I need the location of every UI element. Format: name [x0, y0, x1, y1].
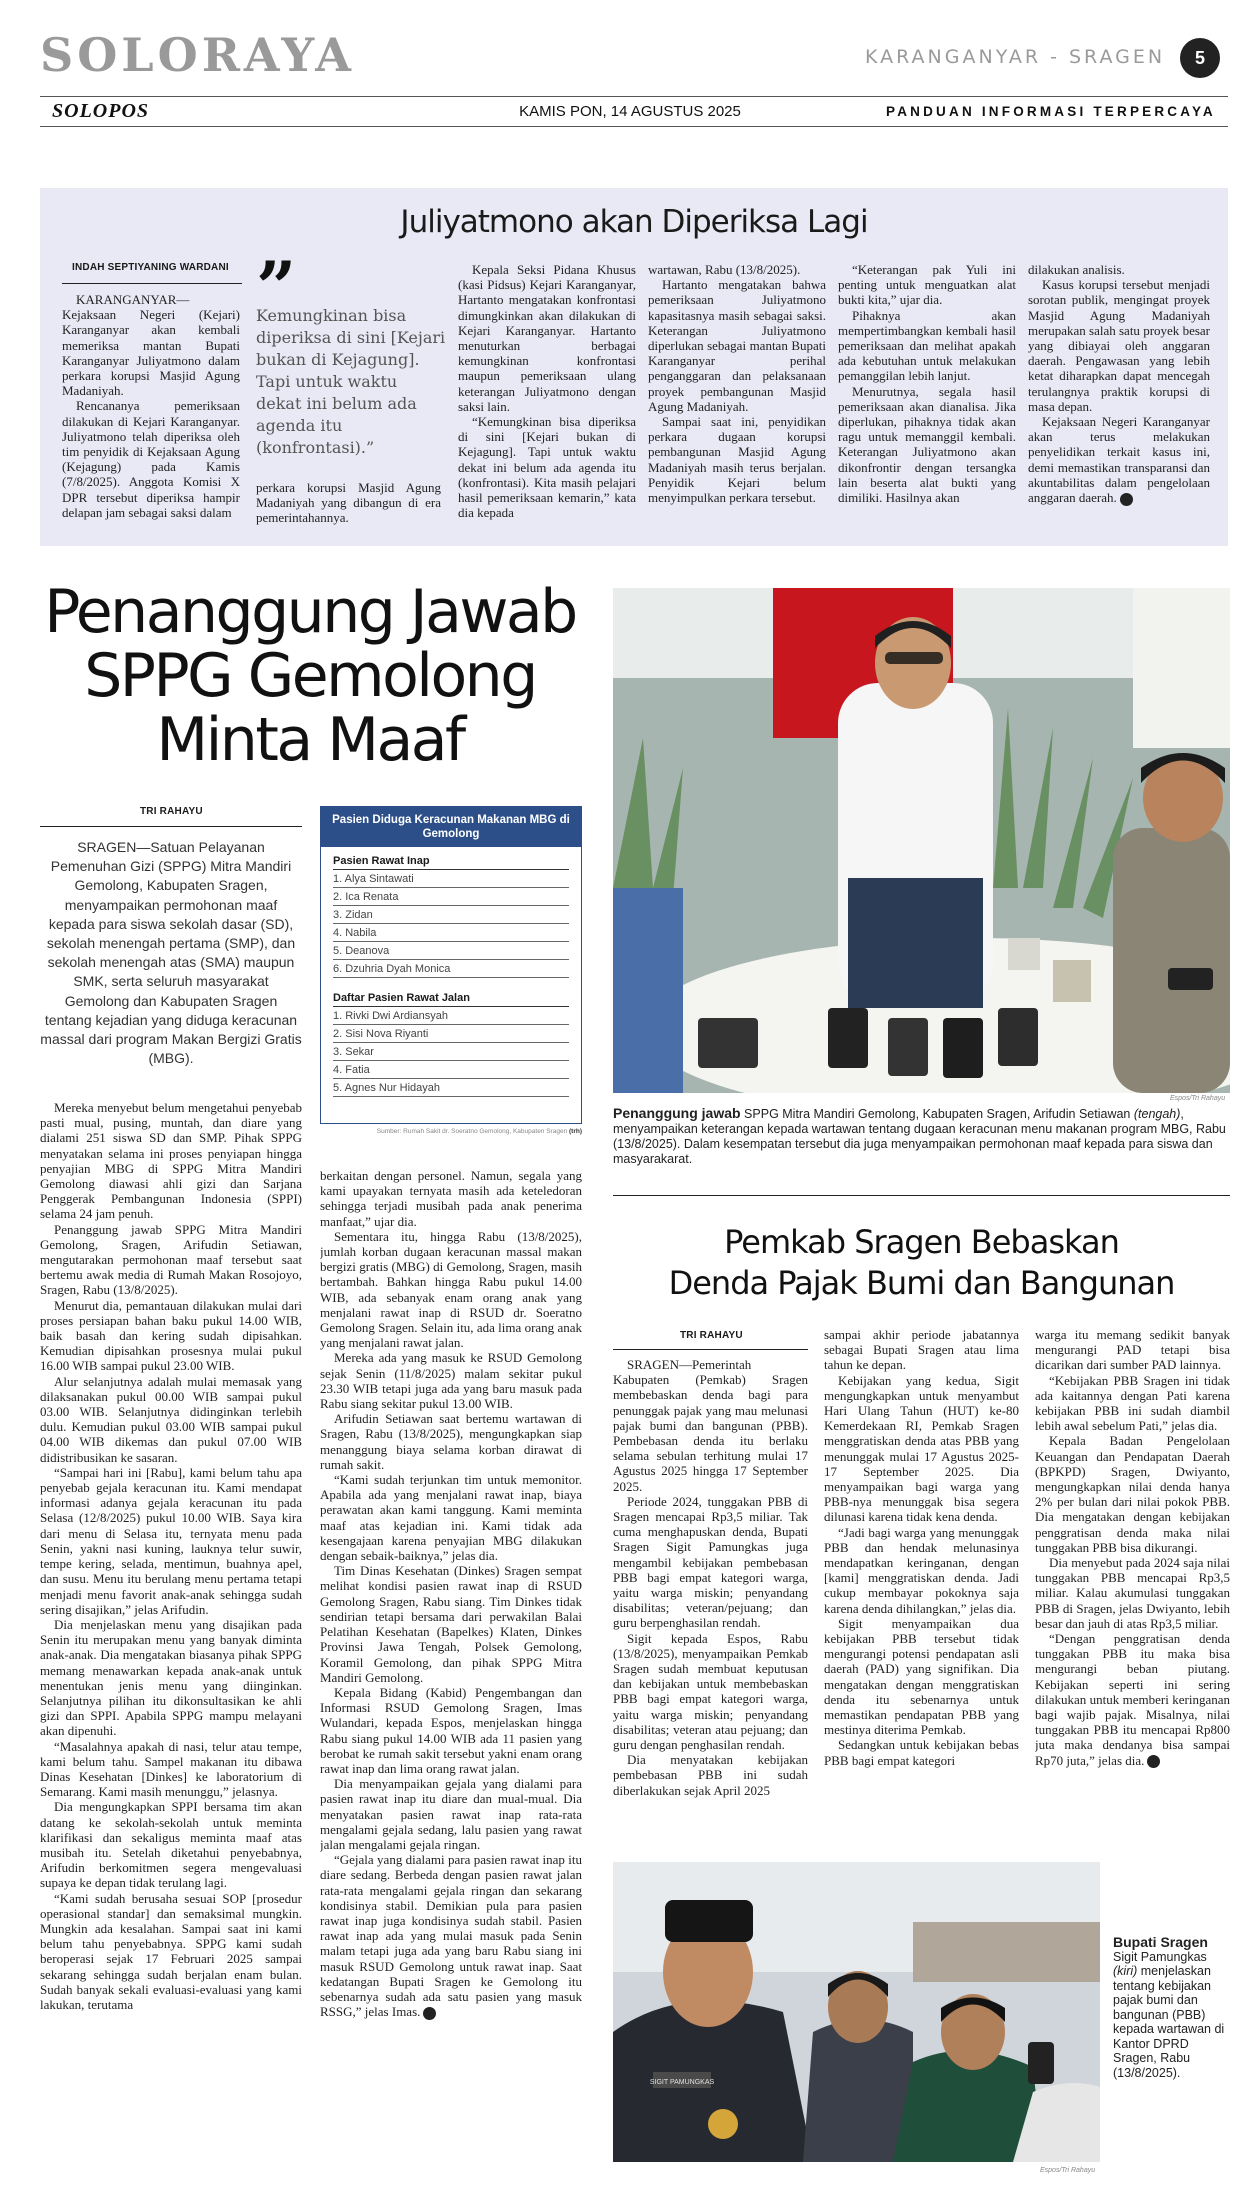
headline-line: Pemkab Sragen Bebaskan — [724, 1223, 1119, 1261]
inpatient-row: 1. Alya Sintawati — [333, 870, 569, 888]
box-article-title: Juliyatmono akan Diperiksa Lagi — [400, 204, 868, 240]
paragraph: “Sampai hari ini [Rabu], kami belum tahu apa penyebab gejala keracunan itu. Kami mendapat informasi adanya gejala keracunan itu pada Selasa (12/8/2025) pukul 10.00 WIB. Saya kira dari menu di Selasa itu, ternyata menu pada Senin, yakni nasi kuning, lauknya telur suwir, tempe kering, selada, mentimun, buahnya apel, dan susu. Menu itu berulang menu pertama tetapi menjadi menu favorit anak-anak sehingga sudah sering disajikan,” jelas Arifudin. — [40, 1464, 302, 1617]
box-column-2-end — [256, 480, 441, 530]
outpatient-row: 2. Sisi Nova Riyanti — [333, 1025, 569, 1043]
caption-text: SPPG Mitra Mandiri Gemolong, Kabupaten Sragen, Arifudin Setiawan — [740, 1107, 1134, 1121]
table-source — [320, 1128, 582, 1135]
paragraph: Kebijakan yang kedua, Sigit mengungkapkan untuk menyambut Hari Ulang Tahun (HUT) ke-80 Kemerdekaan RI, Pemkab Sragen menggratiskan denda atas PBB yang menunggak mulai 17 Agustus 2025-17 September 2025. Dia menyampaikan bagi warga yang PBB-nya menunggak bisa segera dilunasi karena tidak kena denda. — [824, 1372, 1019, 1525]
paragraph-text: Kejaksaan Negeri Karanganyar akan terus melakukan penyelidikan terkait kasus ini, demi memastikan transparansi dan akuntabilitas dalam pengelolaan anggaran daerah. — [1028, 414, 1210, 506]
paragraph: “Kami sudah terjunkan tim untuk memonitor. Apabila ada yang menjalani rawat inap, biaya perawatan akan kami tanggung. Kami meminta maaf atas kejadian ini. Kami tidak ada kesengajaan karena penyajian MBG dilakukan dengan sebaik-baiknya,” jelas dia. — [320, 1472, 582, 1564]
paragraph: Periode 2024, tunggakan PBB di Sragen mencapai Rp3,5 miliar. Tak cuma menghapuskan denda, Bupati Sragen Sigit Pamungkas juga mengambil kebijakan pembebasan PBB bagi empat kategori warga, yaitu warga miskin; penyandang disabilitas; veteran/pejuang; dan guru berpenghasilan rendah. — [613, 1493, 808, 1631]
paragraph: Kepala Badan Pengelolaan Keuangan dan Pendapatan Daerah (BPKPD) Sragen, Dwiyanto, mengungkapkan nilai denda hanya 2% per bulan dari nilai pokok PBB. Dia mengatakan dengan kebijakan penggratisan denda maka nilai tunggakan PBB bisa dikurangi. — [1035, 1433, 1230, 1555]
outpatient-header: Daftar Pasien Rawat Jalan — [333, 992, 569, 1007]
box-column-6 — [1028, 262, 1210, 532]
caption-text: , menyampaikan keterangan kepada wartawan tentang dugaan keracunan menu makanan program MBG, Rabu (13/8/2025). Dalam kesempatan tersebut dia juga menyampaikan permohonan maaf kepada para siswa dan masyarakarat. — [613, 1107, 1226, 1166]
pbb-column-3 — [1035, 1327, 1230, 1841]
box-column-3 — [458, 262, 636, 530]
paragraph: Kepala Bidang (Kabid) Pengembangan dan Informasi RSUD Gemolong Sragen, Imas Wulandari, kepada Espos, menjelaskan hingga Rabu siang pukul 14.00 WIB ada 11 pasien yang berobat ke rumah sakit tersebut yakni enam orang rawat inap dan lima orang rawat jalan. — [320, 1684, 582, 1776]
photo2-caption — [1113, 1935, 1230, 2080]
header-rule-bottom — [40, 126, 1228, 127]
caption-italic: (tengah) — [1133, 1107, 1181, 1121]
photo-illustration — [613, 588, 1230, 1093]
headline-line: Penanggung Jawab — [44, 577, 576, 647]
caption-text: Sigit Pamungkas — [1113, 1949, 1207, 1964]
inpatient-header: Pasien Rawat Inap — [333, 855, 569, 870]
main-column-1 — [40, 1100, 302, 2182]
uniform-name-tag: SIGIT PAMUNGKAS — [649, 2079, 715, 2086]
paragraph: Dia menyebut pada 2024 saja nilai tunggakan PBB mencapai Rp3,5 miliar. Kalau akumulasi tunggakan PBB di Sragen, jelas Dwiyanto, lebih besar dan jauh di atas Rp3,5 miliar. — [1035, 1555, 1230, 1631]
paragraph: Dia menjelaskan menu yang disajikan pada Senin itu merupakan menu yang banyak diminta anak-anak. Dia mengatakan biasanya pihak SPPG memang menawarkan kepada anak-anak untuk menentukan jenis menu yang diinginkan. Selanjutnya pilihan itu dikonsultasikan ke ahli gizi dan SPPI. Apabila SPPG mampu melayani akan dipenuhi. — [40, 1616, 302, 1739]
paragraph: Penanggung jawab SPPG Mitra Mandiri Gemolong, Sragen, Arifudin Setiawan, mengutarakan permohonan maaf tersebut saat bertemu awak media di Rumah Makan Rosojoyo, Sragen, Rabu (13/8/2025). — [40, 1221, 302, 1298]
paragraph: Tim Dinas Kesehatan (Dinkes) Sragen sempat melihat kondisi pasien rawat inap di RSUD Gemolong Sragen, Rabu siang. Tim Dinkes tidak sendirian tetapi bersama dari perwakilan Balai Pelatihan Kesehatan (Bapelkes) Klaten, Dinkes Provinsi Jawa Tengah, Polsek Gemolong, Koramil Gemolong, dan pihak SPPG Mitra Mandiri Gemolong. — [320, 1563, 582, 1685]
paragraph: Dia mengungkapkan SPPI bersama tim akan datang ke sekolah-sekolah untuk meminta klarifikasi dan sekaligus meminta maaf atas musibah itu. Setelah diketahui penyebabnya, Arifudin berkomitmen segera mengevaluasi supaya ke depan tidak terulang lagi. — [40, 1799, 302, 1891]
headline-line: Denda Pajak Bumi dan Bangunan — [668, 1264, 1175, 1302]
inpatient-row: 3. Zidan — [333, 906, 569, 924]
paragraph: wartawan, Rabu (13/8/2025). — [648, 262, 801, 277]
paragraph: perkara korupsi Masjid Agung Madaniyah yang dibangun di era pemerintahannya. — [256, 480, 441, 526]
paragraph: Pihaknya akan mempertimbangkan kembali hasil pemeriksaan dan melihat apakah ada kebutuhan untuk melakukan pemanggilan lebih lanjut. — [838, 307, 1016, 384]
paragraph: Dia menyampaikan gejala yang dialami para pasien rawat inap itu diare dan mual-mual. Dia menyatakan pasien rawat inap rata-rata mengalami gejala sedang, lalu pasien yang rawat jalan mengalami gejala ringan. — [320, 1776, 582, 1852]
pbb-top-rule — [613, 1195, 1230, 1196]
box-byline: INDAH SEPTIYANING WARDANI — [72, 262, 229, 273]
main-column-2 — [320, 1168, 582, 2182]
paragraph-text: “Dengan penggratisan denda tunggakan PBB itu maka bisa mengurangi beban piutang. Kebijakan seperti ini sering dilakukan untuk memberi keringanan bagi wajib pajak. Misalnya, nilai tunggakan PBB itu mencapai Rp800 juta maka dendanya bisa sampai Rp70 juta,” jelas dia. — [1035, 1631, 1230, 1768]
box-column-4 — [648, 262, 826, 530]
paragraph: Hartanto mengatakan bahwa pemeriksaan Juliyatmono kapasitasnya masih sebagai saksi. Keterangan Juliyatmono diperlukan sebagai mantan Bupati Karanganyar perihal penganggaran dan pelaksanaan proyek pembangunan Masjid Agung Madaniyah. — [648, 277, 826, 414]
table-source-tag: (trh) — [569, 1128, 582, 1135]
inpatient-row: 4. Nabila — [333, 924, 569, 942]
section-label: KARANGANYAR - SRAGEN — [865, 46, 1166, 68]
paragraph: Sigit kepada Espos, Rabu (13/8/2025), menyampaikan Pemkab Sragen sudah membuat keputusan dan kebijakan untuk membebaskan PBB bagi empat kategori warga, yaitu warga miskin; penyandang disabilitas; veteran atau pejuang; dan guru dengan penghasilan rendah. — [613, 1630, 808, 1753]
pbb-byline: TRI RAHAYU — [680, 1330, 743, 1341]
box-column-1 — [62, 292, 240, 530]
paragraph — [1028, 414, 1210, 506]
paragraph: KARANGANYAR—Kejaksaan Negeri (Kejari) Karanganyar akan kembali memeriksa mantan Bupati Karanganyar Juliyatmono dalam perkara korupsi Masjid Agung Madaniyah. — [62, 292, 240, 399]
main-lead: SRAGEN—Satuan Pelayanan Pemenuhan Gizi (SPPG) Mitra Mandiri Gemolong, Kabupaten Sragen, menyampaikan permohonan maaf kepada para siswa sekolah dasar (SD), sekolah menengah pertama (SMP), dan sekolah menengah atas (SMA) maupun SMK, serta seluruh masyarakat Gemolong dan Kabupaten Sragen tentang kejadian yang diduga keracunan massal dari program Makan Bergizi Gratis (MBG). — [40, 839, 302, 1067]
paragraph: Arifudin Setiawan saat bertemu wartawan di Sragen, Rabu (13/8/2025), mengungkapkan siap menanggung biaya selama korban dirawat di rumah sakit. — [320, 1411, 582, 1472]
paragraph: Kepala Seksi Pidana Khusus (kasi Pidsus) Kejari Karanganyar, Hartanto mengatakan konfrontasi dimungkinkan akan dilakukan di Kejari Karanganyar. Hartanto menuturkan berbagai kemungkinan konfrontasi maupun pemeriksaan ulang keterangan Juliyatmono dengan saksi lain. — [458, 262, 636, 414]
paragraph: “Kami sudah berusaha sesuai SOP [prosedur operasional standar] dan semaksimal mungkin. Mungkin ada kesalahan. Sampai saat ini kami belum tahu penyebabnya. SPPG kami sudah beroperasi sejak 17 Februari 2025 sampai sekarang sehingga sudah berjalan enam bulan. Sudah banyak sekali evaluasi-evaluasi yang kami lakukan, terutama — [40, 1890, 302, 2012]
main-headline — [40, 577, 580, 775]
caption-italic: (kiri) — [1113, 1964, 1138, 1978]
patient-table-title: Pasien Diduga Keracunan Makanan MBG di Gemolong — [321, 807, 581, 847]
box-byline-rule — [62, 283, 242, 284]
inpatient-row: 5. Deanova — [333, 942, 569, 960]
page-number: 5 — [1180, 38, 1220, 78]
paragraph: Sedangkan untuk kebijakan bebas PBB bagi empat kategori — [824, 1737, 1019, 1768]
main-byline-rule — [40, 826, 302, 827]
paragraph: dilakukan analisis. — [1028, 262, 1125, 277]
issue-date: KAMIS PON, 14 AGUSTUS 2025 — [519, 103, 741, 120]
solopos-logo: SOLOPOS — [52, 100, 150, 122]
paragraph: “Masalahnya apakah di nasi, telur atau tempe, kami belum tahu. Sampel makanan itu dibawa Dinas Kesehatan [Dinkes] ke laboratorium di Semarang. Kami masih menunggu,” jelasnya. — [40, 1738, 302, 1800]
pbb-column-1 — [613, 1357, 808, 1841]
paragraph: Menurutnya, segala hasil pemeriksaan akan dianalisa. Jika diperlukan, pihaknya tidak akan ragu untuk memanggil kembali. Keterangan Juliyatmono akan dikonfrontir dengan tersangka lain beserta alat bukti yang dimiliki. Hasilnya akan — [838, 383, 1016, 506]
outpatient-row: 1. Rivki Dwi Ardiansyah — [333, 1007, 569, 1025]
paragraph — [1035, 1631, 1230, 1768]
paragraph: Dia menyatakan kebijakan pembebasan PBB ini sudah diberlakukan sejak April 2025 — [613, 1752, 808, 1798]
paragraph: Menurut dia, pemantauan dilakukan mulai dari proses persiapan bahan baku pukul 14.00 WIB, baik basah dan kering sudah dipisahkan. Kemudian dipisahkan prosesnya mulai pukul 16.00 WIB sampai pukul 23.00 WIB. — [40, 1297, 302, 1374]
paragraph: “Keterangan pak Yuli ini penting untuk menguatkan alat bukti kita,” ujar dia. — [838, 262, 1016, 308]
paragraph: Sigit menyampaikan dua kebijakan PBB tersebut tidak mengurangi potensi pendapatan asli daerah (PAD) yang signifikan. Dia mengatakan dengan menggratiskan denda itu sebenarnya untuk memastikan pendapatan PBB yang mestinya diterima Pemkab. — [824, 1615, 1019, 1738]
table-source-text: Sumber: Rumah Sakit dr. Soeratno Gemolong, Kabupaten Sragen — [376, 1128, 568, 1135]
outpatient-row: 3. Sekar — [333, 1043, 569, 1061]
inpatient-row: 6. Dzuhria Dyah Monica — [333, 960, 569, 978]
end-mark-icon — [1147, 1755, 1160, 1768]
paragraph: Alur selanjutnya adalah mulai memasak yang dilaksanakan pukul 00.00 WIB sampai pukul 03.00 WIB. Selanjutnya didinginkan terlebih dulu. Kemudian pukul 03.00 WIB sampai pukul 04.00 WIB dikemas dan pukul 07.00 WIB didistribusikan ke sasaran. — [40, 1373, 302, 1465]
photo2-credit: Espos/Tri Rahayu — [1040, 2167, 1096, 2174]
pull-quote: Kemungkinan bisa diperiksa di sini [Kejari bukan di Kejagung]. Tapi untuk waktu dekat ini belum ada agenda itu (konfrontasi).” — [256, 306, 446, 457]
paragraph — [320, 1852, 582, 2020]
paragraph: Rencananya pemeriksaan dilakukan di Kejari Karanganyar. Juliyatmono telah diperiksa oleh tim penyidik di Kejaksaan Agung (Kejagung) pada Kamis (7/8/2025). Anggota Komisi X DPR tersebut diperiksa hampir delapan jam sebagai saksi dalam — [62, 398, 240, 520]
paragraph-text: “Gejala yang dialami para pasien rawat inap itu diare sedang. Berbeda dengan pasien rawat jalan rata-rata mengalami gejala ringan dan sekarang kondisinya stabil. Demikian pula para pasien rawat inap juga kondisinya sudah stabil. Pasien rawat inap ada yang mulai masuk pada Senin malam tetapi juga ada yang baru Rabu siang ini masuk RSUD Gemolong untuk rawat inap. Saat kedatangan Bupati Sragen ke Gemolong itu sebenarnya sudah ada satu pasien yang masuk RSSG,” jelas Imas. — [320, 1852, 582, 2020]
paragraph: SRAGEN—Pemerintah Kabupaten (Pemkab) Sragen membebaskan denda bagi para penunggak pajak yang mau melunasi pajak bumi dan bangunan (PBB). Pembebasan denda itu berlaku selama sebulan terhitung mulai 17 Agustus 2025 hingga 17 September 2025. — [613, 1357, 808, 1494]
photo1-caption — [613, 1106, 1230, 1167]
end-mark-icon — [423, 2007, 436, 2020]
paragraph: berkaitan dengan personel. Namun, segala yang kami upayakan ternyata masih ada keteledoran sehingga terjadi musibah pada anak penerima manfaat,” ujar dia. — [320, 1168, 582, 1229]
pbb-byline-rule — [613, 1349, 808, 1350]
inpatient-row: 2. Ica Renata — [333, 888, 569, 906]
header-rule-top — [40, 96, 1228, 97]
box-column-5 — [838, 262, 1016, 530]
caption-text: menjelaskan tentang kebijakan pajak bumi dan bangunan (PBB) kepada wartawan di Kantor DPRD Sragen, Rabu (13/8/2025). — [1113, 1964, 1225, 2080]
paragraph: Kasus korupsi tersebut menjadi sorotan publik, mengingat proyek Masjid Agung Madaniyah merupakan salah satu proyek besar yang dibiayai oleh anggaran daerah. Pengawasan yang lebih ketat diharapkan dapat mencegah terulangnya praktik korupsi di masa depan. — [1028, 277, 1210, 414]
headline-line: SPPG Gemolong — [84, 641, 536, 711]
paragraph: “Jadi bagi warga yang menunggak PBB dan hendak melunasinya mendapatkan keringanan, dengan [kami] menggratiskan denda. Jadi cukup membayar pokoknya saja karena denda dihilangkan,” jelas dia. — [824, 1524, 1019, 1616]
photo-illustration — [613, 1862, 1100, 2162]
outpatient-row: 4. Fatia — [333, 1061, 569, 1079]
caption-lead: Bupati Sragen — [1113, 1934, 1208, 1950]
caption-lead: Penanggung jawab — [613, 1105, 741, 1121]
paragraph: Mereka menyebut belum mengetahui penyebab pasti mual, pusing, muntah, dan diare yang dialami 251 siswa SD dan SMP. Pihak SPPG menyatakan selama ini proses penyiapan hingga penyajian MBG di SPPG Mitra Mandiri Gemolong diawasi ahli gizi dan Sarjana Penggerak Pembangunan Indonesia (SPPI) selama 24 jam penuh. — [40, 1100, 302, 1222]
patient-table — [320, 806, 582, 1124]
outpatient-row: 5. Agnes Nur Hidayah — [333, 1079, 569, 1097]
paragraph: “Kemungkinan bisa diperiksa di sini [Kejari bukan di Kejagung]. Tapi untuk waktu dekat ini belum ada agenda itu (konfrontasi). Kita masih pelajari hasil pemeriksaan kemarin,” kata dia kepada — [458, 414, 636, 521]
photo-bupati-sragen — [613, 1862, 1100, 2162]
paragraph: Sampai saat ini, penyidikan perkara dugaan korupsi pembangunan Masjid Agung Madaniyah masih terus berjalan. Penyidik Kejari belum menyimpulkan perkara tersebut. — [648, 414, 826, 506]
paragraph: Sementara itu, hingga Rabu (13/8/2025), jumlah korban dugaan keracunan massal makan bergizi gratis (MBG) di Gemolong, Sragen, masih bertambah. Bahkan hingga Rabu pukul 14.00 WIB, ada sebanyak enam orang anak yang menjalani rawat inap di RSUD dr. Soeratno Gemolong Sragen. Selain itu, ada lima orang anak yang menjalani rawat jalan. — [320, 1228, 582, 1351]
pbb-headline — [613, 1222, 1230, 1304]
paragraph: warga itu memang sedikit banyak mengurangi PAD tetapi bisa dicarikan dari sumber PAD lainnya. — [1035, 1327, 1230, 1373]
quote-mark-icon: ” — [256, 246, 297, 329]
tagline: PANDUAN INFORMASI TERPERCAYA — [886, 104, 1216, 119]
headline-line: Minta Maaf — [156, 705, 464, 775]
brand-title: SOLORAYA — [40, 28, 355, 82]
photo1-credit: Espos/Tri Rahayu — [1170, 1095, 1226, 1102]
end-mark-icon — [1120, 493, 1133, 506]
main-byline: TRI RAHAYU — [140, 806, 203, 817]
photo-press-conference — [613, 588, 1230, 1093]
paragraph: sampai akhir periode jabatannya sebagai Bupati Sragen atau lima tahun ke depan. — [824, 1327, 1019, 1373]
paragraph: Mereka ada yang masuk ke RSUD Gemolong sejak Senin (11/8/2025) malam sekitar pukul 23.30 WIB tetapi juga ada yang baru masuk pada Rabu siang sekitar pukul 13.00 WIB. — [320, 1350, 582, 1412]
paragraph: “Kebijakan PBB Sragen ini tidak ada kaitannya dengan Pati karena kebijakan PBB ini sudah diambil lebih awal sebelum Pati,” jelas dia. — [1035, 1372, 1230, 1434]
pbb-column-2 — [824, 1327, 1019, 1841]
